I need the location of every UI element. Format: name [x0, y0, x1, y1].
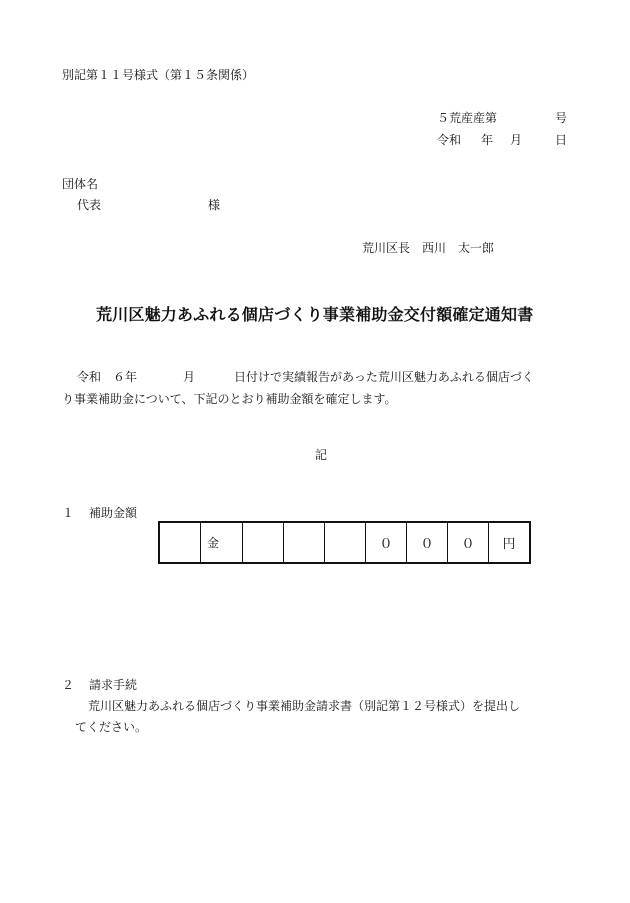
body-line-2: り事業補助金について、下記のとおり補助金額を確定します。	[62, 392, 397, 406]
amount-cell-kin: 金	[201, 522, 243, 563]
section-2-line-2: てください。	[75, 720, 148, 734]
amount-cell-digit: ０	[366, 522, 407, 563]
document-number	[437, 109, 568, 126]
section-1-heading	[62, 504, 162, 520]
representative-label: 代表	[77, 198, 102, 212]
amount-cell-blank	[159, 522, 201, 563]
document-title: 荒川区魅力あふれる個店づくり事業補助金交付額確定通知書	[96, 305, 534, 324]
date-era: 令和	[437, 133, 462, 147]
date-month: 月	[510, 133, 523, 147]
ki-heading: 記	[315, 448, 328, 462]
document-number-prefix: ５荒産産第	[437, 111, 498, 125]
section-2-label: 請求手続	[89, 678, 138, 692]
section-2-line-1: 荒川区魅力あふれる個店づくり事業補助金請求書（別記第１２号様式）を提出し	[88, 699, 521, 713]
amount-cell-digit: ０	[407, 522, 448, 563]
section-1-label: 補助金額	[89, 506, 138, 520]
document-number-suffix: 号	[555, 111, 568, 125]
section-2-heading	[62, 676, 162, 692]
body-line-1	[77, 368, 577, 384]
body-era-year: 令和 ６年	[77, 370, 138, 384]
date-day: 日	[555, 133, 568, 147]
section-2-number: ２	[62, 678, 75, 692]
amount-cell-digit	[243, 522, 284, 563]
section-1-number: １	[62, 506, 75, 520]
amount-cell-digit	[284, 522, 325, 563]
date-year: 年	[481, 133, 494, 147]
issuer-name: 荒川区長 西川 太一郎	[362, 241, 495, 255]
amount-cell-digit: ０	[448, 522, 489, 563]
amount-cell-yen: 円	[489, 522, 531, 563]
amount-row	[159, 522, 530, 563]
body-rest: 日付けで実績報告があった荒川区魅力あふれる個店づく	[234, 370, 534, 384]
amount-table	[158, 521, 531, 564]
body-month: 月	[183, 370, 196, 384]
issue-date	[437, 131, 577, 147]
amount-cell-digit	[325, 522, 366, 563]
honorific: 様	[208, 198, 221, 212]
form-number: 別記第１１号様式（第１５条関係）	[62, 68, 255, 82]
organization-label: 団体名	[62, 177, 99, 191]
